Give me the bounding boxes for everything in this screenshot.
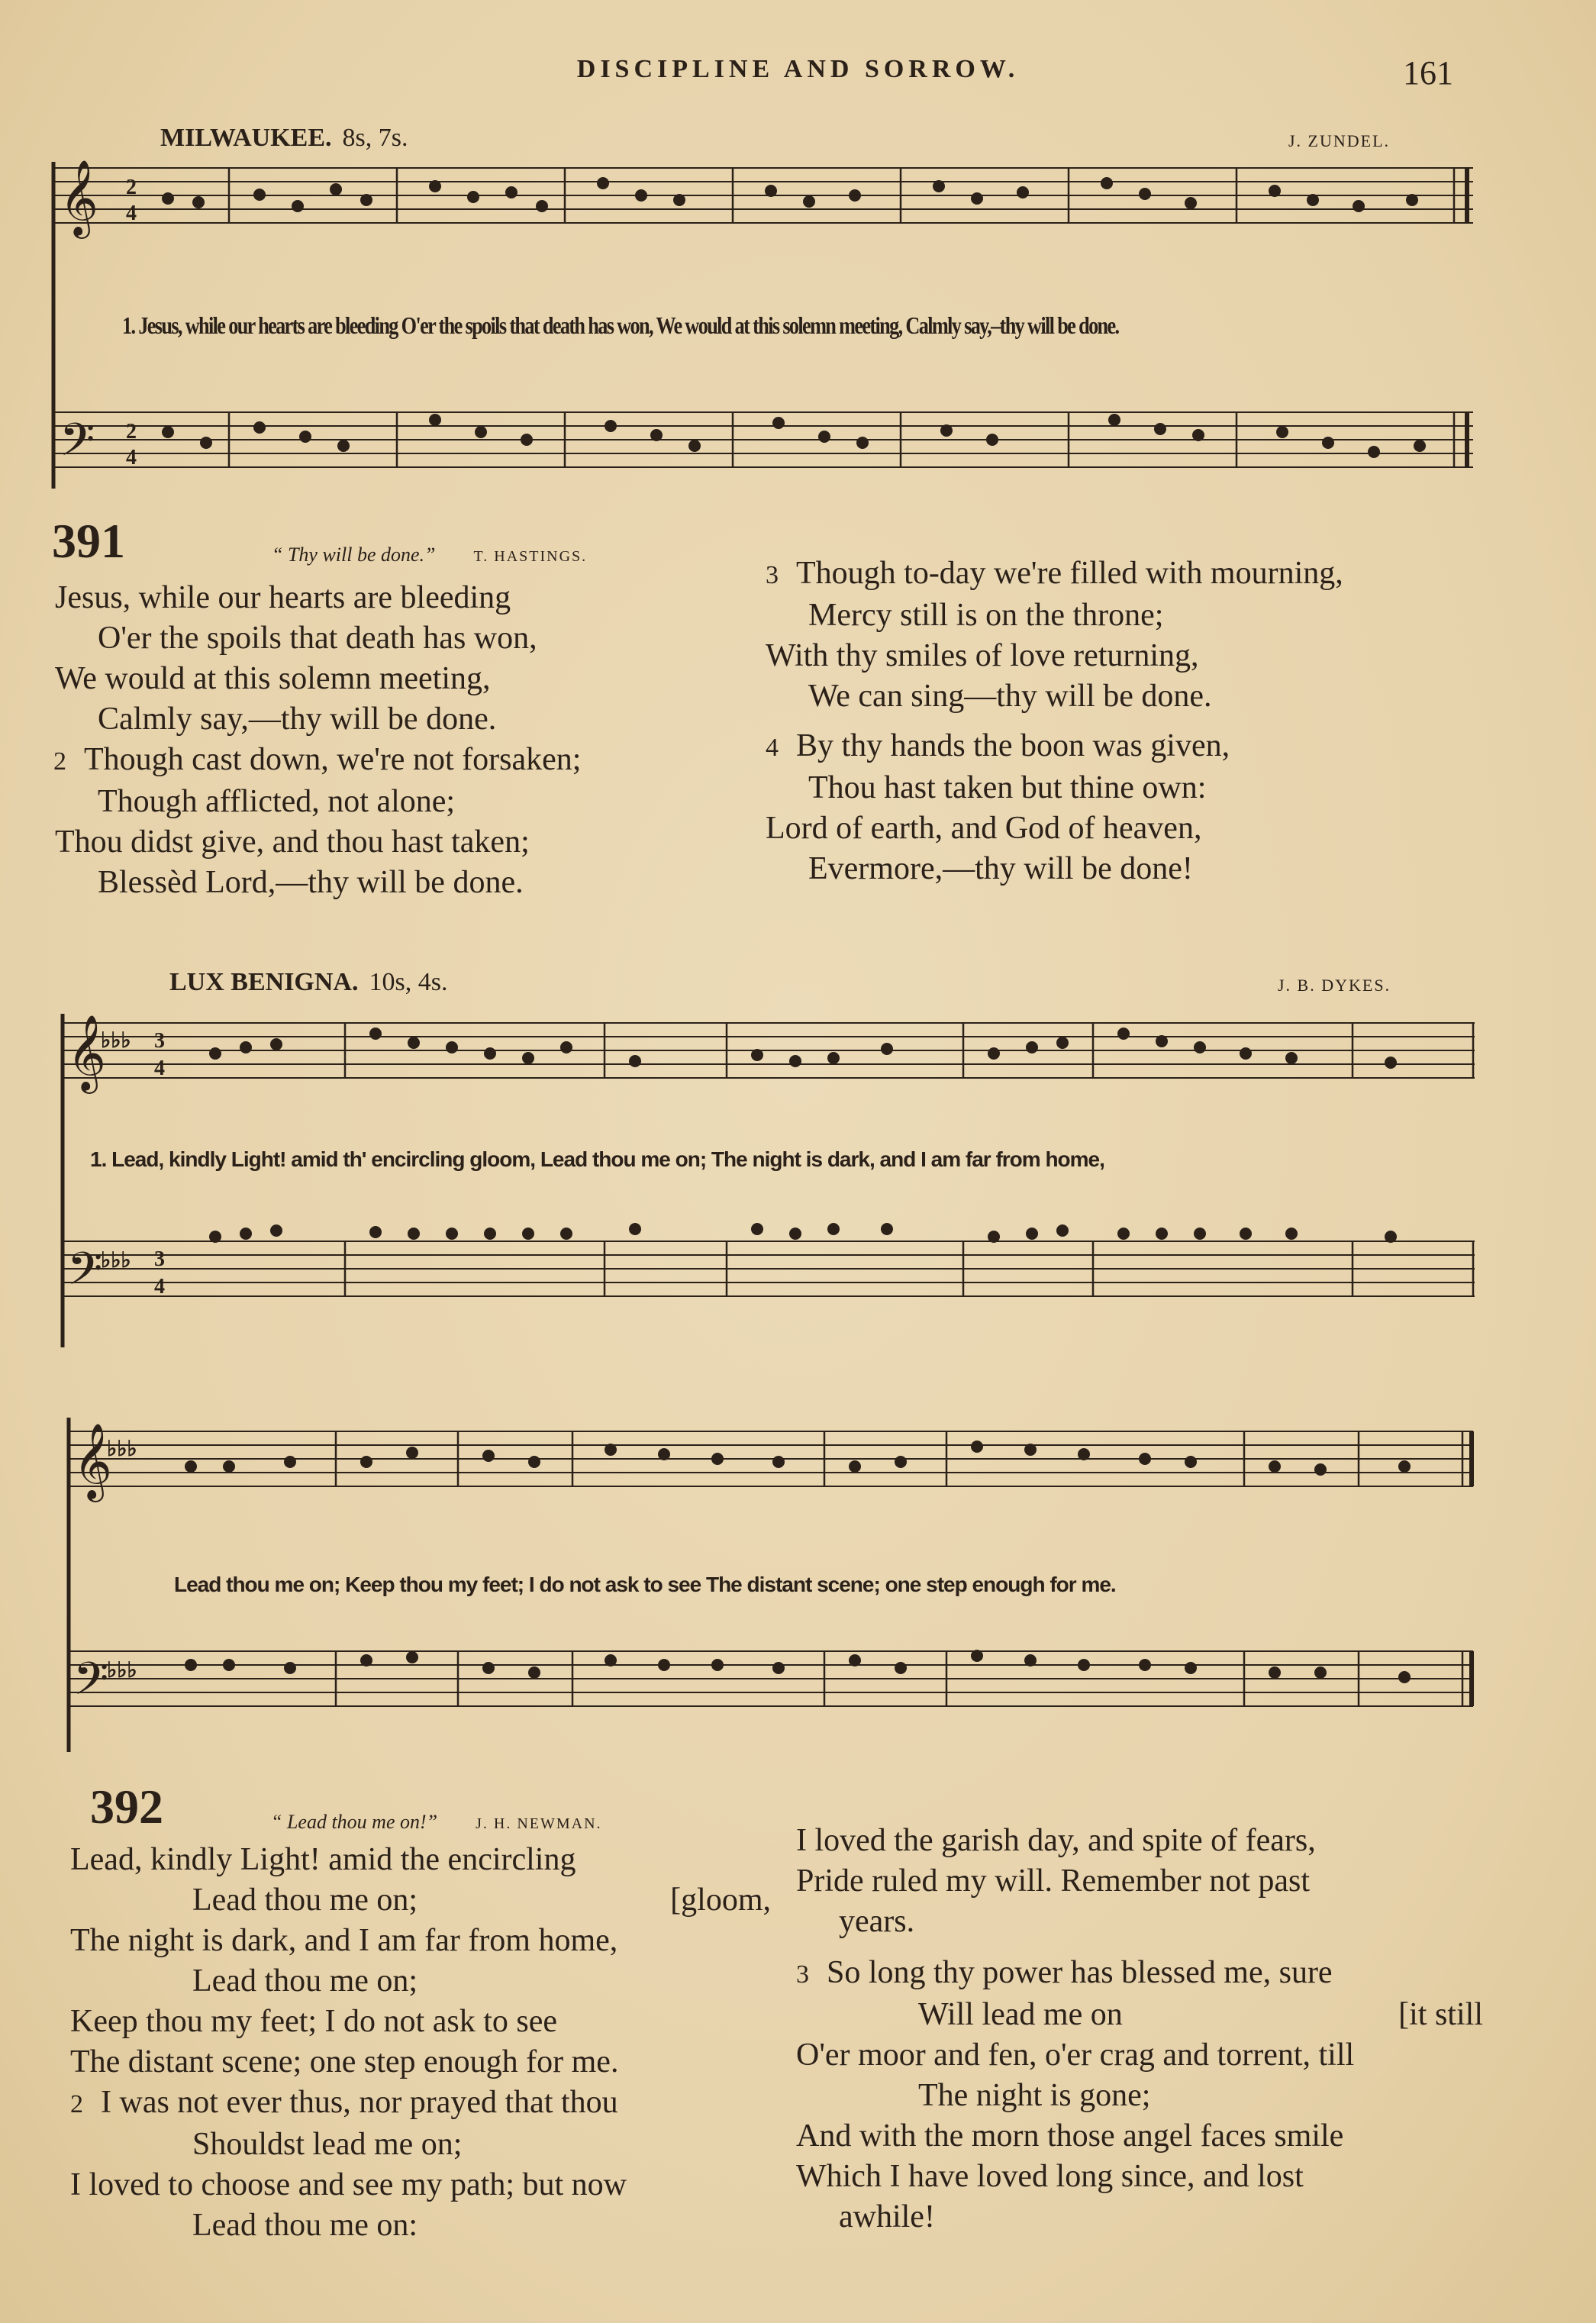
verse-line: Lead thou me on; bbox=[192, 1963, 418, 1999]
svg-text:3: 3 bbox=[154, 1247, 165, 1271]
verse-line: Mercy still is on the throne; bbox=[808, 598, 1164, 633]
lyric-underlay-lux-benigna-1: 1. Lead, kindly Light! amid th' encircling gloom, Lead thou me on; The night is dark, and I am far from home, bbox=[90, 1147, 1104, 1171]
verse-line: Though to-day we're filled with mourning, bbox=[796, 556, 1343, 591]
hymn-attribution-391 bbox=[272, 544, 587, 566]
hymn-391-left-column bbox=[55, 578, 581, 903]
svg-text:2: 2 bbox=[126, 176, 137, 199]
verse-line: O'er the spoils that death has won, bbox=[98, 621, 537, 656]
hymn-attribution-392 bbox=[271, 1811, 602, 1834]
svg-text:4: 4 bbox=[154, 1275, 165, 1299]
tune-title: MILWAUKEE. bbox=[160, 124, 332, 152]
lyric-underlay-milwaukee: 1. Jesus, while our hearts are bleeding O'er the spoils that death has won, We would at this solemn meeting, Calmly say,–thy will be done. bbox=[122, 311, 1119, 339]
verse-line: Lead thou me on; bbox=[192, 1883, 418, 1918]
verse-line: Calmly say,—thy will be done. bbox=[98, 702, 497, 737]
tune-composer: J. ZUNDEL. bbox=[1288, 131, 1391, 150]
svg-text:2: 2 bbox=[126, 420, 137, 444]
tune-meter: 8s, 7s. bbox=[342, 124, 408, 152]
svg-text:4: 4 bbox=[126, 446, 137, 469]
verse-line: Shouldst lead me on; bbox=[192, 2127, 463, 2162]
epigraph: “ Thy will be done.” bbox=[272, 544, 436, 566]
verse-line: The night is dark, and I am far from home, bbox=[70, 1923, 618, 1958]
svg-text:♭♭♭: ♭♭♭ bbox=[107, 1437, 137, 1461]
svg-text:𝄞: 𝄞 bbox=[67, 1015, 106, 1091]
verse-line: Lord of earth, and God of heaven, bbox=[766, 811, 1202, 846]
svg-text:♭♭♭: ♭♭♭ bbox=[107, 1659, 137, 1683]
lyric-underlay-lux-benigna-2: Lead thou me on; Keep thou my feet; I do not ask to see The distant scene; one step enough for me. bbox=[174, 1573, 1116, 1596]
verse-line: We would at this solemn meeting, bbox=[55, 661, 491, 696]
verse-line: With thy smiles of love returning, bbox=[766, 638, 1199, 673]
svg-text:♭♭♭: ♭♭♭ bbox=[101, 1029, 131, 1053]
stanza-number: 3 bbox=[766, 561, 779, 589]
hymn-392-right-column bbox=[796, 1821, 1483, 2238]
epigraph: “ Lead thou me on!” bbox=[271, 1811, 438, 1833]
verse-line: Lead thou me on: bbox=[192, 2208, 418, 2243]
tune-title: LUX BENIGNA. bbox=[169, 968, 359, 996]
verse-line: Which I have loved long since, and lost bbox=[796, 2159, 1304, 2194]
verse-line: awhile! bbox=[839, 2199, 935, 2234]
verse-line: Jesus, while our hearts are bleeding bbox=[55, 580, 511, 615]
verse-line: Thou didst give, and thou hast taken; bbox=[55, 824, 530, 860]
verse-line: Though afflicted, not alone; bbox=[98, 784, 456, 819]
verse-line: Will lead me on bbox=[918, 1997, 1123, 2032]
verse-line: Lead, kindly Light! amid the encircling bbox=[70, 1842, 576, 1877]
svg-text:𝄢: 𝄢 bbox=[73, 1652, 109, 1716]
verse-line: Thou hast taken but thine own: bbox=[808, 770, 1207, 805]
tune-name-milwaukee bbox=[160, 124, 408, 153]
author: T. HASTINGS. bbox=[473, 548, 588, 565]
svg-text:3: 3 bbox=[154, 1029, 165, 1053]
verse-line: I loved to choose and see my path; but now bbox=[70, 2167, 627, 2202]
music-score-lux-benigna-1 bbox=[55, 1000, 1482, 1359]
page-number: 161 bbox=[1403, 54, 1453, 92]
verse-line: By thy hands the boon was given, bbox=[796, 728, 1230, 763]
verse-line: O'er moor and fen, o'er crag and torrent, till bbox=[796, 2037, 1355, 2073]
svg-text:𝄢: 𝄢 bbox=[60, 413, 95, 477]
verse-line: We can sing—thy will be done. bbox=[808, 679, 1212, 714]
verse-line: So long thy power has blessed me, sure bbox=[827, 1955, 1333, 1990]
hymn-392-left-column bbox=[70, 1840, 771, 2246]
svg-text:𝄞: 𝄞 bbox=[73, 1423, 112, 1499]
stanza-number: 2 bbox=[53, 747, 66, 776]
verse-line: Evermore,—thy will be done! bbox=[808, 851, 1193, 886]
stanza-number: 2 bbox=[70, 2090, 83, 2118]
tune-name-lux-benigna bbox=[169, 968, 447, 997]
tune-composer: J. B. DYKES. bbox=[1278, 976, 1391, 995]
hymn-number-391: 391 bbox=[52, 514, 125, 568]
verse-line: I loved the garish day, and spite of fears, bbox=[796, 1823, 1316, 1858]
svg-text:♭♭♭: ♭♭♭ bbox=[101, 1249, 131, 1273]
hymn-number-392: 392 bbox=[90, 1779, 163, 1834]
verse-line-with-tag bbox=[70, 1880, 771, 1921]
verse-line: years. bbox=[839, 1904, 915, 1939]
line-overflow-tag: [it still bbox=[1398, 1997, 1483, 2032]
author: J. H. NEWMAN. bbox=[476, 1815, 602, 1832]
verse-line-with-tag bbox=[796, 1995, 1483, 2035]
stanza-number: 4 bbox=[766, 734, 779, 762]
svg-text:𝄞: 𝄞 bbox=[60, 160, 98, 236]
hymn-391-right-column bbox=[766, 553, 1343, 889]
verse-line: Keep thou my feet; I do not ask to see bbox=[70, 2004, 557, 2039]
running-header: DISCIPLINE AND SORROW. bbox=[576, 55, 1020, 83]
verse-line: The distant scene; one step enough for me. bbox=[70, 2044, 619, 2079]
stanza-number: 3 bbox=[796, 1960, 809, 1989]
tune-meter: 10s, 4s. bbox=[369, 968, 448, 996]
svg-text:𝄢: 𝄢 bbox=[67, 1242, 103, 1306]
verse-line: The night is gone; bbox=[918, 2078, 1151, 2113]
verse-line: Though cast down, we're not forsaken; bbox=[84, 742, 582, 777]
line-overflow-tag: [gloom, bbox=[670, 1883, 771, 1918]
svg-text:4: 4 bbox=[154, 1057, 165, 1080]
verse-line: Pride ruled my will. Remember not past bbox=[796, 1863, 1311, 1899]
verse-line: And with the morn those angel faces smile bbox=[796, 2118, 1344, 2154]
verse-line: Blessèd Lord,—thy will be done. bbox=[98, 865, 524, 900]
svg-text:4: 4 bbox=[126, 202, 137, 225]
verse-line: I was not ever thus, nor prayed that thou bbox=[101, 2085, 618, 2120]
